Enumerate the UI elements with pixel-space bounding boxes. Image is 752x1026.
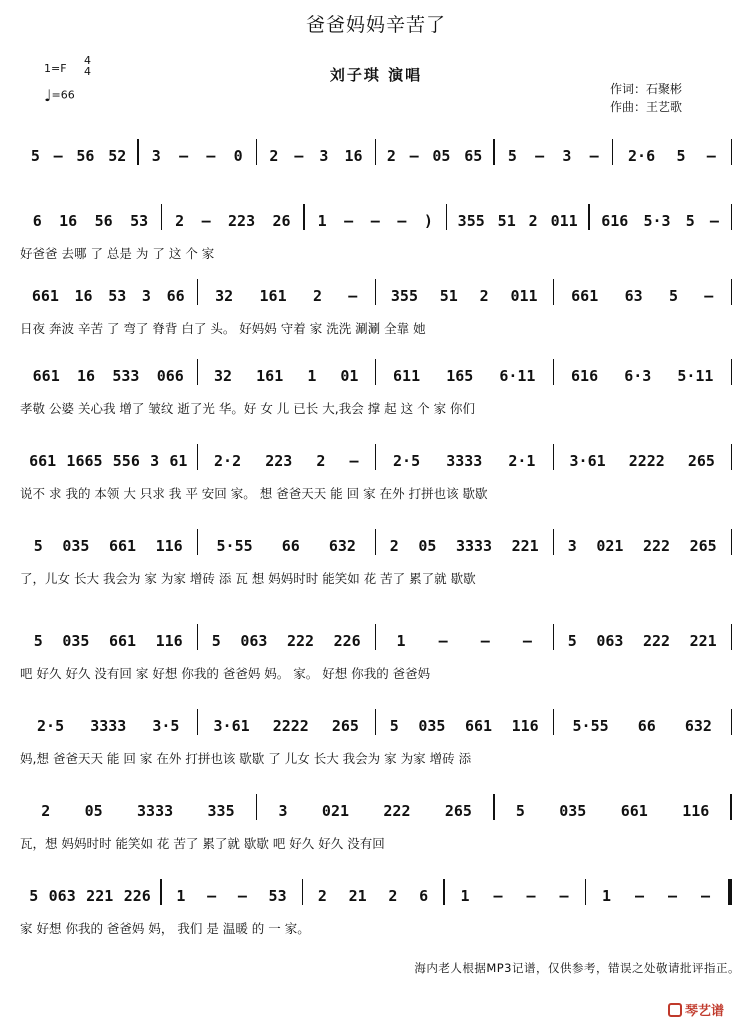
note-group: 2 xyxy=(41,802,51,820)
note-group: 222 xyxy=(383,802,411,820)
note-group: 5·3 xyxy=(643,212,671,230)
note-group: 035 xyxy=(418,717,446,735)
note-group: 32 xyxy=(215,287,234,305)
note-group: – xyxy=(397,212,407,230)
note-group: 265 xyxy=(331,717,359,735)
note-group: 3·5 xyxy=(152,717,180,735)
note-group: 32 xyxy=(214,367,233,385)
composer-credit: 作曲：王艺歌 xyxy=(610,100,683,114)
note-group: 5·55 xyxy=(216,537,253,555)
measure xyxy=(554,355,731,385)
note-group: 661 xyxy=(620,802,648,820)
lyrics-row: 家 好想 你我的 爸爸妈 妈， 我们 是 温暖 的 一 家。 xyxy=(20,921,310,936)
note-group: 1 xyxy=(460,887,470,905)
note-group: 221 xyxy=(511,537,539,555)
note-group: 066 xyxy=(156,367,184,385)
note-group: 2 xyxy=(269,147,279,165)
note-group: 66 xyxy=(281,537,300,555)
quarter-note-icon: ♩ xyxy=(44,86,52,105)
note-group: 035 xyxy=(62,537,90,555)
note-group: 53 xyxy=(108,287,127,305)
barline xyxy=(731,709,733,735)
note-group: 116 xyxy=(155,632,183,650)
note-group: 1 xyxy=(307,367,317,385)
lyrics-row: 瓦，想 妈妈时时 能笑如 花 苦了 累了就 歇歇 吧 好久 好久 没有回 xyxy=(20,836,385,851)
measure xyxy=(376,620,553,650)
barline xyxy=(731,359,733,385)
note-group: 51 xyxy=(497,212,516,230)
note-group: 2 xyxy=(312,287,322,305)
note-group: 3 xyxy=(562,147,572,165)
note-group: – xyxy=(667,887,678,905)
time-signature-top: 4 xyxy=(84,54,91,67)
note-group: 011 xyxy=(510,287,538,305)
note-group: 116 xyxy=(155,537,183,555)
note-group: 6·3 xyxy=(624,367,652,385)
note-group: 265 xyxy=(444,802,472,820)
time-signature-bottom: 4 xyxy=(84,65,91,78)
note-group: 2 xyxy=(175,212,185,230)
note-group: 5 xyxy=(33,537,43,555)
note-group: 6·11 xyxy=(499,367,536,385)
note-group: 265 xyxy=(689,537,717,555)
notes-row xyxy=(20,355,732,385)
song-title: 爸爸妈妈辛苦了 xyxy=(305,14,446,36)
note-group: 5 xyxy=(30,147,40,165)
note-group: 3 xyxy=(319,147,329,165)
barline xyxy=(731,204,733,230)
measure xyxy=(257,790,493,820)
measure xyxy=(376,355,553,385)
note-group: 5 xyxy=(668,287,678,305)
barline xyxy=(730,794,732,820)
note-group: 116 xyxy=(682,802,710,820)
note-group: – xyxy=(237,887,247,905)
note-group: 2·5 xyxy=(393,452,421,470)
note-group: 3 xyxy=(567,537,577,555)
measure xyxy=(376,275,553,305)
note-group: 161 xyxy=(256,367,284,385)
note-group: 265 xyxy=(687,452,715,470)
note-group: – xyxy=(480,632,490,650)
note-group: 26 xyxy=(272,212,291,230)
lyrics-row: 日夜 奔波 辛苦 了 弯了 脊背 白了 头。 好妈妈 守着 家 洗洗 涮涮 全靠 她 xyxy=(20,321,426,336)
lyrics-row: 吧 好久 好久 没有回 家 好想 你我的 爸爸妈 妈。 家。 好想 你我的 爸爸妈 xyxy=(20,666,431,681)
measure xyxy=(586,875,726,905)
note-group: – xyxy=(294,147,304,165)
note-group: 5 xyxy=(389,717,399,735)
measure xyxy=(162,875,302,905)
note-group: 2 xyxy=(388,887,398,905)
note-group: 2·5 xyxy=(37,717,65,735)
measure xyxy=(554,620,731,650)
note-group: 556 xyxy=(112,452,140,470)
note-group: 5 xyxy=(507,147,517,165)
note-group: 533 xyxy=(112,367,140,385)
measure xyxy=(554,705,731,735)
note-group: 3 xyxy=(150,452,160,470)
measure xyxy=(554,440,731,470)
note-group: – xyxy=(207,887,217,905)
tempo-value: =66 xyxy=(51,88,75,102)
note-group: 611 xyxy=(393,367,421,385)
notes-row xyxy=(20,135,732,165)
note-group: 5 xyxy=(567,632,577,650)
measure xyxy=(20,135,137,165)
note-group: 035 xyxy=(62,632,90,650)
note-group: 616 xyxy=(601,212,629,230)
note-group: 063 xyxy=(48,887,76,905)
note-group: – xyxy=(493,887,503,905)
note-group: 226 xyxy=(123,887,151,905)
note-group: 661 xyxy=(31,287,59,305)
measure xyxy=(554,525,731,555)
note-group: – xyxy=(370,212,380,230)
note-group: – xyxy=(589,147,599,165)
lyrics-row: 了，儿女 长大 我会为 家 为家 增砖 添 瓦 想 妈妈时时 能笑如 花 苦了 累了就 歇歇 xyxy=(20,571,476,586)
measure xyxy=(613,135,730,165)
measure xyxy=(20,790,256,820)
notes-row xyxy=(20,875,732,905)
note-group: 661 xyxy=(108,537,137,555)
note-group: 16 xyxy=(74,287,93,305)
note-group: 01 xyxy=(340,367,359,385)
note-group: – xyxy=(559,887,569,905)
note-group: 2 xyxy=(317,887,327,905)
note-group: 221 xyxy=(689,632,717,650)
note-group: 52 xyxy=(108,147,127,165)
note-group: 3·61 xyxy=(213,717,250,735)
note-group: ) xyxy=(423,212,433,230)
note-group: 16 xyxy=(59,212,78,230)
note-group: 2 xyxy=(386,147,396,165)
measure xyxy=(198,705,375,735)
note-group: – xyxy=(201,212,211,230)
note-group: 3 xyxy=(151,147,161,165)
measure xyxy=(495,135,612,165)
key-signature: 1=F xyxy=(44,62,67,75)
barline xyxy=(728,879,732,905)
measure xyxy=(495,790,731,820)
notes-row xyxy=(20,705,732,735)
note-group: 2 xyxy=(528,212,538,230)
note-group: – xyxy=(526,887,536,905)
note-group: – xyxy=(53,147,63,165)
measure xyxy=(376,705,553,735)
note-group: 5 xyxy=(211,632,221,650)
note-group: 5 xyxy=(676,147,686,165)
measure xyxy=(198,620,375,650)
measure xyxy=(305,200,446,230)
note-group: 355 xyxy=(457,212,485,230)
measure xyxy=(303,875,443,905)
note-group: 05 xyxy=(418,537,437,555)
note-group: 661 xyxy=(32,367,60,385)
lyrics-row: 好爸爸 去哪 了 总是 为 了 这 个 家 xyxy=(20,246,215,261)
note-group: 56 xyxy=(94,212,113,230)
measure xyxy=(20,705,197,735)
lyrics-row: 妈,想 爸爸天天 能 回 家 在外 打拼也该 歇歇 了 儿女 长大 我会为 家 为家 增砖 添 xyxy=(20,751,472,766)
note-group: 3 xyxy=(278,802,288,820)
note-group: 2·1 xyxy=(508,452,536,470)
note-group: 63 xyxy=(624,287,643,305)
credits xyxy=(610,80,682,116)
note-group: 661 xyxy=(571,287,599,305)
note-group: 063 xyxy=(240,632,268,650)
note-group: 5·55 xyxy=(572,717,609,735)
measure xyxy=(20,355,197,385)
note-group: 66 xyxy=(166,287,185,305)
measure xyxy=(20,875,160,905)
note-group: 223 xyxy=(228,212,256,230)
note-group: 0 xyxy=(233,147,243,165)
note-group: – xyxy=(634,887,645,905)
note-group: 21 xyxy=(348,887,367,905)
note-group: – xyxy=(179,147,189,165)
tempo-marking xyxy=(44,86,75,105)
note-group: 3333 xyxy=(137,802,174,820)
note-group: 53 xyxy=(268,887,287,905)
footnote: 海内老人根据MP3记谱，仅供参考，错误之处敬请批评指正。 xyxy=(414,961,740,975)
note-group: 51 xyxy=(439,287,458,305)
note-group: 011 xyxy=(550,212,578,230)
notes-row xyxy=(20,790,732,820)
note-group: 116 xyxy=(511,717,539,735)
measure xyxy=(198,275,375,305)
measure xyxy=(445,875,585,905)
measure xyxy=(376,525,553,555)
notes-row xyxy=(20,620,732,650)
note-group: 222 xyxy=(642,537,671,555)
note-group: – xyxy=(344,212,354,230)
barline xyxy=(731,529,733,555)
note-group: 335 xyxy=(207,802,235,820)
note-group: 2·2 xyxy=(214,452,242,470)
note-group: – xyxy=(535,147,545,165)
notes-row xyxy=(20,200,732,230)
note-group: 1665 xyxy=(66,452,103,470)
note-group: 16 xyxy=(344,147,363,165)
note-group: 16 xyxy=(77,367,96,385)
measure xyxy=(20,275,197,305)
note-group: 226 xyxy=(333,632,361,650)
note-group: 5·11 xyxy=(677,367,714,385)
note-group: 3·61 xyxy=(569,452,606,470)
note-group: 5 xyxy=(685,212,695,230)
note-group: 1 xyxy=(396,632,406,650)
note-group: 3333 xyxy=(455,537,493,555)
note-group: 05 xyxy=(84,802,103,820)
lyrics-row: 孝敬 公婆 关心我 增了 皱纹 逝了光 华。好 女 儿 已长 大,我会 撑 起 这 个 家 你们 xyxy=(20,401,476,416)
measure xyxy=(198,355,375,385)
barline xyxy=(731,279,733,305)
note-group: 616 xyxy=(571,367,599,385)
note-group: 021 xyxy=(321,802,350,820)
measure xyxy=(447,200,588,230)
note-group: 632 xyxy=(684,717,712,735)
logo-mark-icon xyxy=(668,1003,682,1017)
note-group: 3333 xyxy=(90,717,127,735)
note-group: 021 xyxy=(596,537,624,555)
lyricist-credit: 作词：石聚彬 xyxy=(610,82,683,96)
note-group: 65 xyxy=(464,147,483,165)
note-group: – xyxy=(522,632,532,650)
note-group: 222 xyxy=(642,632,671,650)
note-group: 3 xyxy=(141,287,151,305)
note-group: 1 xyxy=(317,212,327,230)
note-group: – xyxy=(704,287,714,305)
notes-row xyxy=(20,275,732,305)
note-group: – xyxy=(409,147,419,165)
barline xyxy=(731,444,733,470)
measure xyxy=(376,135,493,165)
site-logo xyxy=(668,1000,724,1019)
note-group: 632 xyxy=(328,537,356,555)
note-group: 56 xyxy=(76,147,95,165)
note-group: 2 xyxy=(389,537,399,555)
note-group: 61 xyxy=(169,452,188,470)
note-group: 53 xyxy=(130,212,149,230)
measure xyxy=(20,620,197,650)
notes-row xyxy=(20,440,732,470)
note-group: 5 xyxy=(515,802,525,820)
note-group: 161 xyxy=(259,287,287,305)
measure xyxy=(257,135,374,165)
note-group: 221 xyxy=(86,887,114,905)
note-group: 6 xyxy=(419,887,429,905)
note-group: 661 xyxy=(29,452,57,470)
measure xyxy=(198,525,375,555)
note-group: 2222 xyxy=(628,452,665,470)
barline xyxy=(731,624,733,650)
measure xyxy=(20,200,161,230)
singer-credit: 刘子琪 演唱 xyxy=(329,66,423,84)
note-group: 035 xyxy=(559,802,587,820)
measure xyxy=(376,440,553,470)
measure xyxy=(139,135,256,165)
notes-row xyxy=(20,525,732,555)
measure xyxy=(554,275,731,305)
note-group: – xyxy=(348,287,358,305)
note-group: 5 xyxy=(29,887,39,905)
note-group: – xyxy=(349,452,359,470)
note-group: 5 xyxy=(33,632,43,650)
measure xyxy=(20,525,197,555)
note-group: 6 xyxy=(32,212,42,230)
note-group: 223 xyxy=(265,452,293,470)
lyrics-row: 说不 求 我的 本领 大 只求 我 平 安回 家。 想 爸爸天天 能 回 家 在外 打拼也该 歇歇 xyxy=(20,486,488,501)
note-group: – xyxy=(709,212,719,230)
barline xyxy=(731,139,733,165)
note-group: – xyxy=(438,632,448,650)
note-group: 1 xyxy=(176,887,186,905)
logo-text: 琴艺谱 xyxy=(685,1004,725,1019)
note-group: 355 xyxy=(390,287,418,305)
note-group: 3333 xyxy=(446,452,483,470)
note-group: 1 xyxy=(601,887,612,905)
note-group: 66 xyxy=(637,717,656,735)
measure xyxy=(20,440,197,470)
note-group: 661 xyxy=(108,632,137,650)
note-group: 2 xyxy=(316,452,326,470)
measure xyxy=(162,200,303,230)
note-group: 2222 xyxy=(272,717,309,735)
note-group: 2 xyxy=(479,287,489,305)
note-group: – xyxy=(700,887,711,905)
note-group: 165 xyxy=(446,367,474,385)
note-group: – xyxy=(706,147,716,165)
note-group: – xyxy=(206,147,216,165)
note-group: 063 xyxy=(596,632,624,650)
note-group: 2·6 xyxy=(628,147,656,165)
note-group: 05 xyxy=(432,147,451,165)
measure xyxy=(198,440,375,470)
note-group: 661 xyxy=(464,717,493,735)
measure xyxy=(590,200,731,230)
note-group: 222 xyxy=(286,632,315,650)
